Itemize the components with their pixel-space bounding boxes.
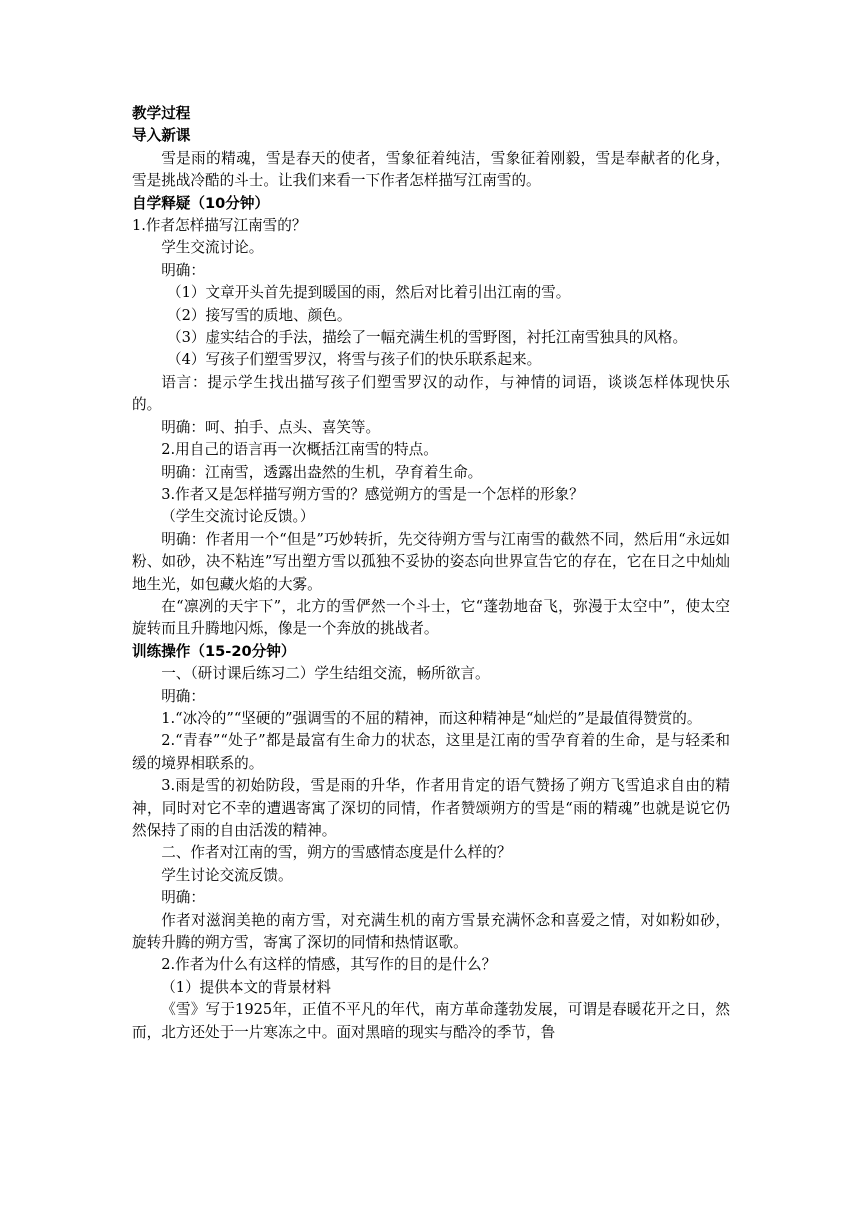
paragraph: 一、（研讨课后练习二）学生结组交流，畅所欲言。	[161, 665, 490, 683]
section-heading: 自学释疑（10分钟）	[132, 194, 270, 212]
paragraph: 2.用自己的语言再一次概括江南雪的特点。	[161, 441, 438, 459]
paragraph: 明确：作者用一个“但是”巧妙转折，先交待朔方雪与江南雪的截然不同，然后用“永远如粉、如砂，决不粘连”写出塑方雪以孤独不妥协的姿态向世界宣告它的存在，它在日之中灿灿地生光，如包藏火焰的大雾。	[132, 530, 730, 593]
paragraph: 3.作者又是怎样描写朔方雪的？感觉朔方的雪是一个怎样的形象？	[161, 485, 584, 503]
paragraph: （1）提供本文的背景材料	[161, 978, 332, 996]
question: 1.作者怎样描写江南雪的？	[132, 217, 307, 235]
paragraph: 二、作者对江南的雪，朔方的雪感情态度是什么样的？	[161, 844, 512, 862]
paragraph: 明确：	[161, 687, 205, 705]
paragraph: （1）文章开头首先提到暖国的雨，然后对比着引出江南的雪。	[167, 284, 571, 302]
paragraph: （3）虚实结合的手法，描绘了一幅充满生机的雪野图，衬托江南雪独具的风格。	[167, 329, 688, 347]
paragraph: 2.“青春”“处子”都是最富有生命力的状态，这里是江南的雪孕育着的生命，是与轻柔和缓的境界相联系的。	[132, 732, 730, 772]
paragraph: （学生交流讨论反馈。）	[161, 508, 315, 526]
paragraph: 语言：提示学生找出描写孩子们塑雪罗汉的动作，与神情的词语，谈谈怎样体现快乐的。	[132, 373, 730, 414]
paragraph: 明确：	[161, 889, 205, 907]
paragraph: 在“凛冽的天宇下”，北方的雪俨然一个斗士，它“蓬勃地奋飞，弥漫于太空中”，使太空旋转而且升腾地闪烁，像是一个奔放的挑战者。	[132, 597, 730, 638]
section-heading: 训练操作（15-20分钟）	[132, 642, 296, 660]
paragraph: 《雪》写于1925年，正值不平凡的年代，南方革命蓬勃发展，可谓是春暖花开之日，然而，北方还处于一片寒冻之中。面对黑暗的现实与酷冷的季节，鲁	[132, 1001, 730, 1041]
paragraph: 明确：	[161, 261, 205, 279]
paragraph: 学生讨论交流反馈。	[161, 866, 293, 884]
document-page	[132, 103, 730, 1044]
paragraph: （4）写孩子们塑雪罗汉，将雪与孩子们的快乐联系起来。	[167, 351, 542, 369]
paragraph: 明确：呵、拍手、点头、喜笑等。	[161, 418, 381, 436]
paragraph: （2）接写雪的质地、颜色。	[167, 306, 352, 324]
paragraph: 明确：江南雪，透露出盎然的生机，孕育着生命。	[161, 463, 483, 481]
paragraph: 学生交流讨论。	[161, 239, 264, 257]
paragraph: 2.作者为什么有这样的情感，其写作的目的是什么？	[161, 956, 497, 974]
section-heading: 导入新课	[132, 127, 191, 145]
section-heading: 教学过程	[132, 105, 191, 122]
paragraph: 3.雨是雪的初始防段，雪是雨的升华，作者用肯定的语气赞扬了朔方飞雪追求自由的精神，同时对它不幸的遭遇寄寓了深切的同情，作者赞颂朔方的雪是“雨的精魂”也就是说它仍然保持了雨的自由活泼的精神。	[132, 777, 730, 839]
paragraph: 作者对滋润美艳的南方雪，对充满生机的南方雪景充满怀念和喜爱之情，对如粉如砂，旋转升腾的朔方雪，寄寓了深切的同情和热情讴歌。	[132, 911, 730, 952]
paragraph: 雪是雨的精魂，雪是春天的使者，雪象征着纯洁，雪象征着刚毅，雪是奉献者的化身，雪是挑战冷酷的斗士。让我们来看一下作者怎样描写江南雪的。	[132, 149, 730, 190]
paragraph: 1.“冰冷的”“坚硬的”强调雪的不屈的精神，而这种精神是“灿烂的”是最值得赞赏的。	[161, 709, 702, 727]
